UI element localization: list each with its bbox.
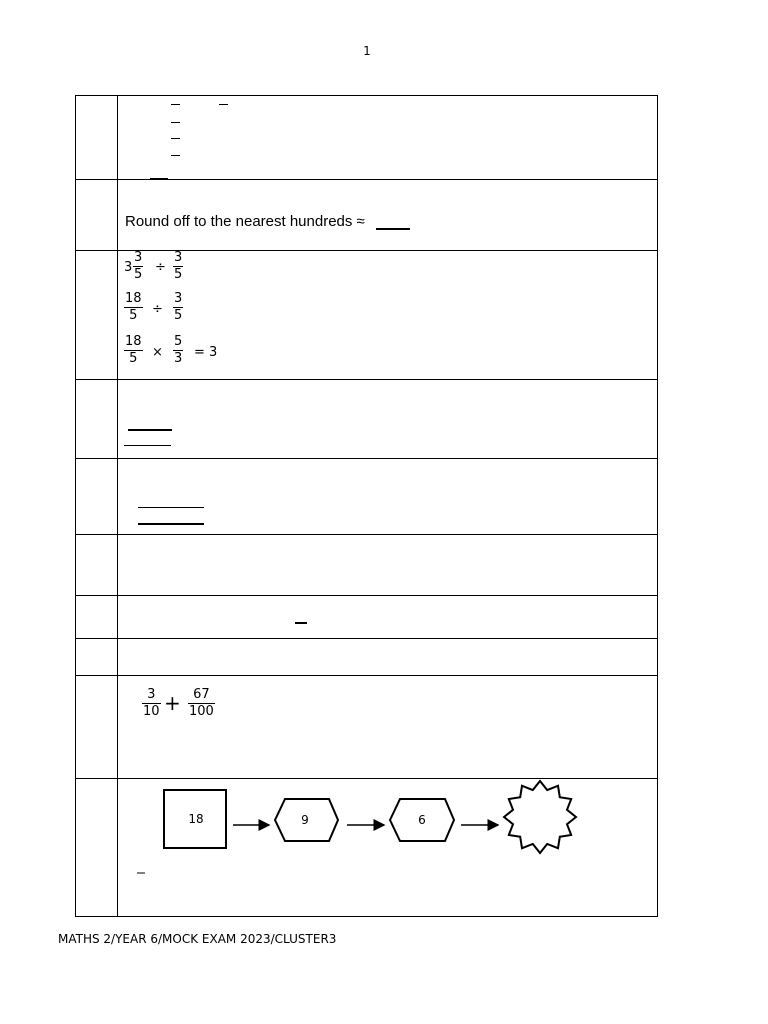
table-row bbox=[76, 180, 658, 251]
dash-mark bbox=[171, 138, 180, 139]
fraction: $\frac{3}{10}$ bbox=[143, 687, 160, 719]
table-row bbox=[76, 779, 658, 917]
footer-text: MATHS 2/YEAR 6/MOCK EXAM 2023/CLUSTER3 bbox=[58, 932, 337, 946]
answer-blank-line bbox=[376, 228, 410, 230]
table-row bbox=[76, 459, 658, 535]
fraction: $\frac{67}{100}$ bbox=[189, 687, 214, 719]
answer-cell bbox=[118, 596, 658, 639]
table-row bbox=[76, 676, 658, 779]
result-text: = 3 bbox=[194, 345, 218, 360]
question-number-cell bbox=[76, 639, 118, 676]
dash-mark bbox=[219, 104, 228, 105]
dash-mark bbox=[171, 155, 180, 156]
answer-cell bbox=[118, 779, 658, 917]
page-number: 1 bbox=[363, 44, 371, 58]
number-flow-diagram bbox=[118, 779, 658, 915]
fraction: $\frac{3}{5}$ bbox=[134, 250, 143, 282]
hexagon-value: 9 bbox=[301, 813, 309, 827]
hexagon-value: 6 bbox=[418, 813, 426, 827]
table-row bbox=[76, 251, 658, 380]
answer-line bbox=[128, 429, 172, 431]
question-number-cell bbox=[76, 596, 118, 639]
answer-cell bbox=[118, 96, 658, 180]
plus-sign: + bbox=[164, 691, 181, 715]
answer-line bbox=[138, 507, 204, 508]
answer-line bbox=[138, 523, 204, 525]
answer-cell bbox=[118, 676, 658, 779]
answer-line bbox=[124, 445, 171, 446]
answer-cell bbox=[118, 380, 658, 459]
table-row bbox=[76, 535, 658, 596]
operator-symbol: ÷ bbox=[152, 302, 163, 317]
answer-cell bbox=[118, 251, 658, 380]
operator-symbol: × bbox=[152, 345, 163, 360]
fraction: $\frac{18}{5}$ bbox=[125, 291, 142, 323]
table-row bbox=[76, 596, 658, 639]
fraction: $\frac{3}{5}$ bbox=[174, 250, 183, 282]
question-number-cell bbox=[76, 676, 118, 779]
table-row bbox=[76, 639, 658, 676]
table-row bbox=[76, 96, 658, 180]
table-row bbox=[76, 380, 658, 459]
question-number-cell bbox=[76, 535, 118, 596]
whole-number: 3 bbox=[124, 260, 133, 275]
question-number-cell bbox=[76, 459, 118, 535]
question-number-cell bbox=[76, 180, 118, 251]
answer-cell bbox=[118, 180, 658, 251]
answer-cell bbox=[118, 535, 658, 596]
round-off-text: Round off to the nearest hundreds ≈ bbox=[125, 213, 365, 230]
question-number-cell bbox=[76, 380, 118, 459]
answer-table bbox=[75, 95, 658, 917]
operator-symbol: ÷ bbox=[155, 260, 166, 275]
star-box bbox=[504, 781, 576, 853]
fraction: $\frac{3}{5}$ bbox=[174, 291, 183, 323]
question-number-cell bbox=[76, 251, 118, 380]
answer-cell bbox=[118, 459, 658, 535]
question-number-cell bbox=[76, 779, 118, 917]
dash-mark bbox=[171, 104, 180, 105]
fraction: $\frac{18}{5}$ bbox=[125, 334, 142, 366]
fraction: $\frac{5}{3}$ bbox=[174, 334, 183, 366]
start-value: 18 bbox=[188, 812, 204, 826]
dash-mark bbox=[171, 122, 180, 123]
question-number-cell bbox=[76, 96, 118, 180]
dash-mark bbox=[295, 622, 307, 624]
answer-cell bbox=[118, 639, 658, 676]
